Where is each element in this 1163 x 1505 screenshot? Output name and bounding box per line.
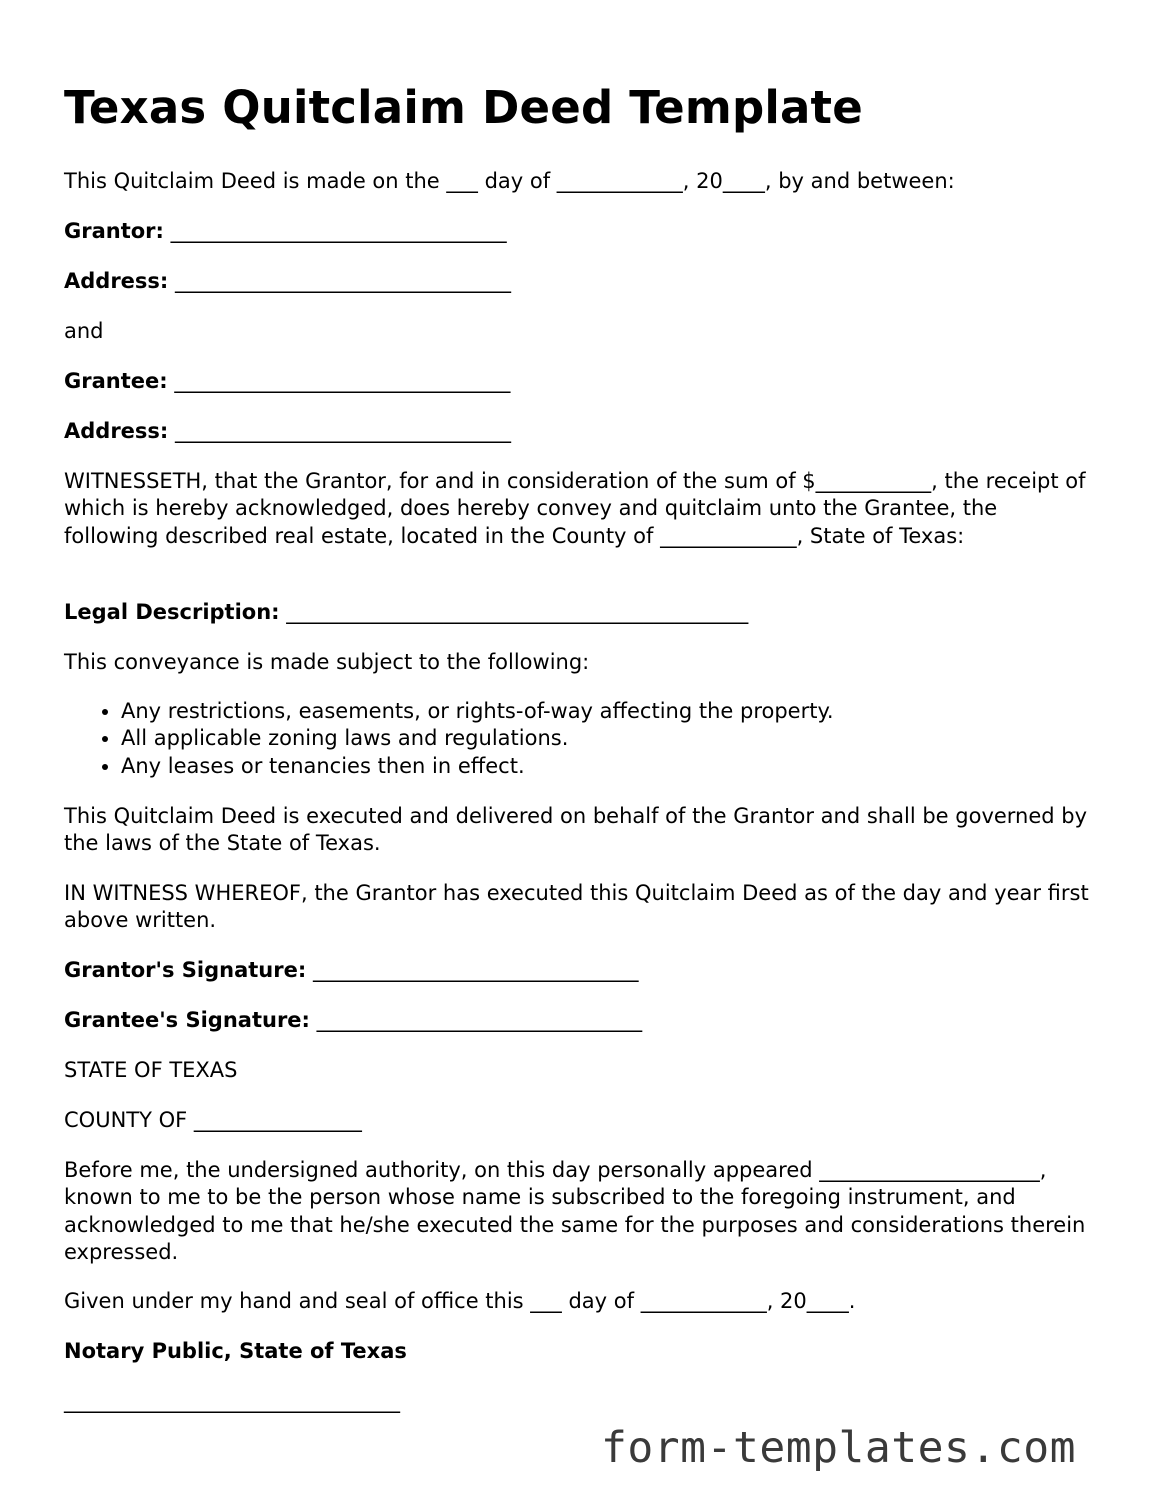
list-item: • Any restrictions, easements, or rights-of-way affecting the property. [121, 698, 834, 725]
grantor-label: Grantor: [64, 219, 164, 243]
legal-description-label: Legal Description: [64, 600, 280, 624]
and-text: and [64, 319, 104, 343]
in-witness-paragraph: IN WITNESS WHEREOF, the Grantor has executed this Quitclaim Deed as of the day and year first above written. [64, 881, 1089, 933]
watermark: form-templates.com [601, 1423, 1076, 1473]
grantee-signature-blank[interactable]: _______________________________ [316, 1008, 643, 1032]
intro-line: This Quitclaim Deed is made on the ___ day of ____________, 20____, by and between: [64, 169, 955, 193]
grantor-line [64, 218, 507, 245]
grantee-signature-line [64, 1007, 642, 1034]
list-item: • All applicable zoning laws and regulations. [121, 725, 834, 752]
grantor-address-label: Address: [64, 269, 169, 293]
legal-description-line [64, 599, 748, 626]
grantee-line [64, 368, 510, 395]
subject-intro: This conveyance is made subject to the following: [64, 650, 590, 674]
grantor-address-line [64, 268, 511, 295]
list-item: • Any leases or tenancies then in effect. [121, 753, 834, 780]
grantee-label: Grantee: [64, 369, 168, 393]
grantor-signature-blank[interactable]: _______________________________ [312, 958, 639, 982]
notary-signature-blank[interactable]: ________________________________ [64, 1389, 400, 1413]
before-me-paragraph: Before me, the undersigned authority, on this day personally appeared _____________________, known to me to be the person whose name is subscribed to the foregoing instrument, and acknowledged to me that he/she executed the same for the purposes and considerations therein expressed. [64, 1158, 1086, 1264]
grantor-blank[interactable]: ________________________________ [170, 219, 507, 243]
grantor-address-blank[interactable]: ________________________________ [175, 269, 512, 293]
grantee-address-blank[interactable]: ________________________________ [175, 419, 512, 443]
executed-paragraph: This Quitclaim Deed is executed and delivered on behalf of the Grantor and shall be governed by the laws of the State of Texas. [64, 804, 1088, 856]
grantee-blank[interactable]: ________________________________ [174, 369, 511, 393]
page-title: Texas Quitclaim Deed Template [64, 81, 863, 134]
notary-label: Notary Public, State of Texas [64, 1339, 407, 1363]
subject-list [64, 698, 834, 780]
grantee-signature-label: Grantee's Signature: [64, 1008, 310, 1032]
witnesseth-paragraph: WITNESSETH, that the Grantor, for and in consideration of the sum of $___________, the receipt of which is hereby acknowledged, does hereby convey and quitclaim unto the Grantee, the following described real estate, located in the County of _____________, State of Texas: [64, 469, 1086, 548]
state-line: STATE OF TEXAS [64, 1058, 238, 1082]
county-line: COUNTY OF ________________ [64, 1108, 362, 1132]
grantor-signature-line [64, 957, 638, 984]
grantee-address-line [64, 418, 511, 445]
given-under-line: Given under my hand and seal of office this ___ day of ____________, 20____. [64, 1289, 856, 1313]
legal-description-blank[interactable]: ____________________________________________ [286, 600, 749, 624]
grantor-signature-label: Grantor's Signature: [64, 958, 307, 982]
grantee-address-label: Address: [64, 419, 169, 443]
